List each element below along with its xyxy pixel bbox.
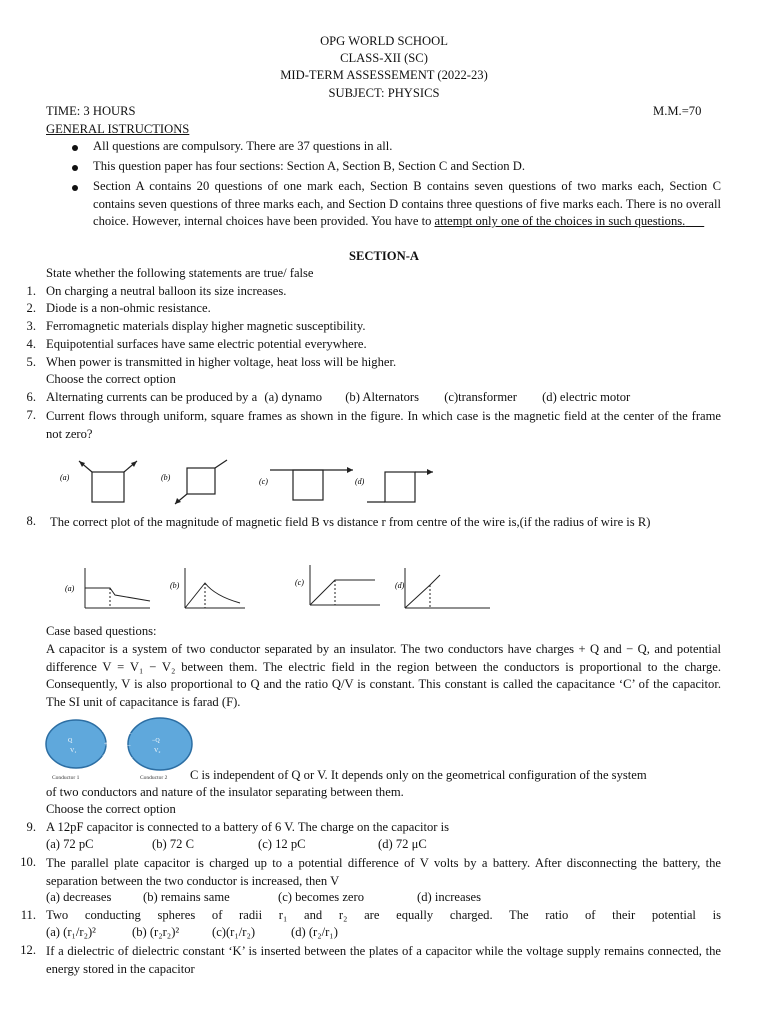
bullet-dot	[72, 165, 78, 171]
square-frames-figure	[55, 458, 445, 510]
question-number: 7.	[26, 408, 36, 422]
svg-text:−: −	[128, 730, 132, 738]
time-allowed: TIME: 3 HOURS	[46, 104, 136, 118]
subject-title: SUBJECT: PHYSICS	[328, 86, 440, 100]
instruction-1: All questions are compulsory. There are 37 questions in all.	[93, 139, 393, 153]
option-a: (a) (r₁/r₂)²	[46, 925, 96, 939]
svg-text:−: −	[127, 742, 131, 750]
option-d: (d) 72 μC	[378, 837, 427, 851]
question-number: 10.	[20, 855, 36, 869]
exam-title: MID-TERM ASSESSEMENT (2022-23)	[280, 68, 488, 82]
instruction-2: This question paper has four sections: Section A, Section B, Section C and Section D.	[93, 159, 525, 173]
question-10: The parallel plate capacitor is charged up to a potential difference of V volts by a battery. After disconnecting the battery, the separation between the two conductor is increased, then V	[46, 856, 721, 888]
option-b: (b) remains same	[143, 890, 230, 904]
fig-label: (a)	[65, 584, 75, 593]
fig-label: (c)	[295, 578, 304, 587]
svg-text:V₁: V₁	[70, 748, 77, 754]
option-c: (c) 12 pC	[258, 837, 306, 851]
question-number: 3.	[26, 319, 36, 333]
question-number: 5.	[26, 355, 36, 369]
option-b: (b) 72 C	[152, 837, 194, 851]
question-number: 1.	[26, 284, 36, 298]
question-1: On charging a neutral balloon its size increases.	[46, 284, 287, 298]
case-text-line2: of two conductors and nature of the insulator separating between them.	[46, 785, 404, 799]
svg-text:+: +	[104, 740, 108, 748]
case-intro: Case based questions:	[46, 624, 157, 638]
question-8: The correct plot of the magnitude of magnetic field B vs distance r from centre of the wire is,(if the radius of wire is R)	[50, 515, 651, 529]
option-c: (c)(r₁/r₂)	[212, 925, 256, 939]
option-d: (d) (r₂/r₁)	[291, 925, 338, 939]
question-11: Two conducting spheres of radii r₁ and r₂ are equally charged. The ratio of their potential is	[46, 908, 721, 922]
case-choose-option: Choose the correct option	[46, 802, 176, 816]
question-number: 12.	[20, 943, 36, 957]
bullet-dot	[72, 185, 78, 191]
option-a: (a) dynamo	[264, 390, 323, 404]
option-b: (b) (r₂r₂)²	[132, 925, 180, 939]
svg-text:V₂: V₂	[154, 748, 161, 754]
case-paragraph: A capacitor is a system of two conductor separated by an insulator. The two conductors have charges + Q and − Q, and potential difference V = V₁ − V₂ between them. The electric field in the region between the conductors is proportional to the charge. Consequently, V is also proportional to Q and the ratio Q/V is constant. This constant is called the capacitance ‘C’ of the capacitor. The SI unit of capacitance is farad (F).	[46, 642, 721, 709]
question-number: 8.	[26, 514, 36, 528]
option-d: (d) electric motor	[542, 390, 631, 404]
section-a-title: SECTION-A	[349, 249, 419, 263]
mcq-intro: Choose the correct option	[46, 372, 176, 386]
question-9: A 12pF capacitor is connected to a battery of 6 V. The charge on the capacitor is	[46, 820, 449, 834]
max-marks: M.M.=70	[653, 104, 702, 118]
svg-text:−: −	[129, 754, 133, 762]
option-c: (c) becomes zero	[278, 890, 365, 904]
svg-text:+: +	[102, 728, 106, 736]
conductors-figure	[44, 716, 194, 782]
true-false-intro: State whether the following statements are true/ false	[46, 266, 314, 280]
class-name: CLASS-XII (SC)	[340, 51, 428, 65]
question-6-text: Alternating currents can be produced by a	[46, 390, 258, 404]
svg-text:−Q: −Q	[152, 738, 160, 744]
svg-text:Q: Q	[68, 738, 73, 744]
instruction-3-text: Section A contains 20 questions of one mark each, Section B contains seven questions of two marks each, Section C contains seven questions of three marks each, and Section D contains three questions of five marks each. There is no overall choice. However, internal choices have been provided. You have to	[93, 179, 721, 228]
fig-label: (b)	[170, 581, 180, 590]
question-3: Ferromagnetic materials display higher magnetic susceptibility.	[46, 319, 366, 333]
question-number: 6.	[26, 390, 36, 404]
question-number: 9.	[26, 820, 36, 834]
question-number: 2.	[26, 301, 36, 315]
question-6	[46, 390, 630, 405]
school-name: OPG WORLD SCHOOL	[320, 34, 448, 48]
fig-label: (b)	[161, 473, 171, 482]
option-b: (b) Alternators	[345, 390, 420, 404]
option-c: (c)transformer	[444, 390, 517, 404]
question-2: Diode is a non-ohmic resistance.	[46, 301, 211, 315]
svg-text:+: +	[102, 752, 106, 760]
question-5: When power is transmitted in higher voltage, heat loss will be higher.	[46, 355, 397, 369]
conductor-1-label: Conductor 1	[52, 775, 80, 781]
question-12: If a dielectric of dielectric constant ‘K’ is inserted between the plates of a capacitor while the voltage supply remains connected, the energy stored in the capacitor	[46, 944, 721, 976]
question-4: Equipotential surfaces have same electric potential everywhere.	[46, 337, 367, 351]
fig-label: (a)	[60, 473, 70, 482]
fig-label: (d)	[395, 581, 405, 590]
case-text-continued: C is independent of Q or V. It depends only on the geometrical configuration of the system	[190, 768, 647, 782]
option-a: (a) decreases	[46, 890, 112, 904]
question-number: 4.	[26, 337, 36, 351]
fig-label: (c)	[259, 477, 268, 486]
option-d: (d) increases	[417, 890, 481, 904]
question-number: 11.	[20, 908, 36, 922]
bullet-dot	[72, 145, 78, 151]
conductor-2-label: Conductor 2	[140, 775, 168, 781]
fig-label: (d)	[355, 477, 365, 486]
instruction-3	[93, 178, 721, 231]
instructions-title: GENERAL ISTRUCTIONS	[46, 122, 190, 136]
option-a: (a) 72 pC	[46, 837, 94, 851]
question-7: Current flows through uniform, square frames as shown in the figure. In which case is the magnetic field at the center of the frame not zero?	[46, 409, 721, 441]
b-vs-r-graphs	[60, 563, 500, 618]
instruction-3-underlined: attempt only one of the choices in such questions.	[434, 214, 686, 228]
